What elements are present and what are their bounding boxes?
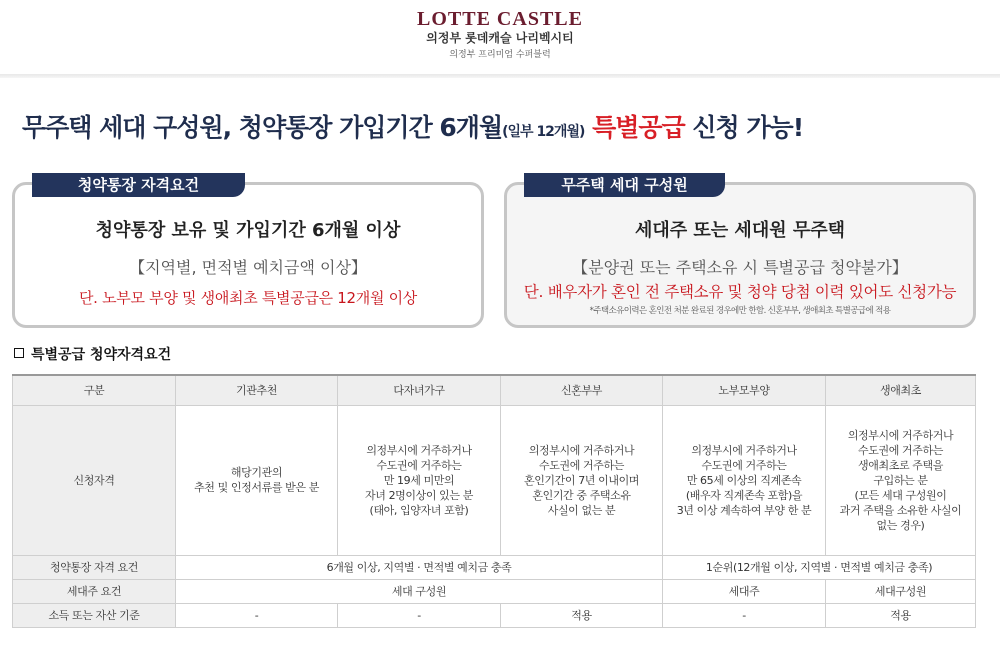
table-cell: 세대구성원 [826, 579, 976, 603]
table-cell: - [663, 603, 826, 627]
homeless-member-tab: 무주택 세대 구성원 [524, 173, 725, 197]
row-label: 세대주 요건 [13, 579, 176, 603]
table-cell: 세대 구성원 [176, 579, 663, 603]
account-requirement-main: 청약통장 보유 및 가입기간 6개월 이상 [95, 220, 401, 241]
homeless-member-note: 단. 배우자가 혼인 전 주택소유 및 청약 당첨 이력 있어도 신청가능 [523, 283, 957, 301]
homeless-member-main: 세대주 또는 세대원 무주택 [634, 220, 846, 241]
headline-main: 무주택 세대 구성원, 청약통장 가입기간 6개월 [22, 113, 503, 142]
section-title-text: 특별공급 청약자격요건 [31, 347, 172, 363]
homeless-member-footnote: *주택소유이력은 혼인전 처분 완료된 경우에만 한함. 신혼부부, 생애최초 특별공급에 적용 [589, 306, 891, 316]
account-requirement-box [12, 176, 484, 328]
brand-tagline: 의정부 프리미엄 수퍼블럭 [449, 50, 551, 60]
brand-logo: LOTTE CASTLE [417, 8, 583, 30]
headline-end: 신청 가능! [684, 113, 804, 142]
table-row [13, 603, 976, 627]
table-row [13, 579, 976, 603]
table-header: 노부모부양 [663, 375, 826, 405]
table-header: 생애최초 [826, 375, 976, 405]
table-cell: - [176, 603, 338, 627]
table-header-row [13, 375, 976, 405]
table-cell: 6개월 이상, 지역별 · 면적별 예치금 충족 [176, 555, 663, 579]
table-cell: 해당기관의 추천 및 인정서류를 받은 분 [176, 405, 338, 555]
table-cell: - [338, 603, 501, 627]
brand-subtitle: 의정부 롯데캐슬 나리벡시티 [426, 31, 574, 45]
table-cell: 의정부시에 거주하거나 수도권에 거주하는 생애최초로 주택을 구입하는 분 (모든 세대 구성원이 과거 주택을 소유한 사실이 없는 경우) [826, 405, 976, 555]
account-requirement-note: 단. 노부모 부양 및 생애최초 특별공급은 12개월 이상 [78, 289, 418, 307]
headline-highlight: 특별공급 [584, 113, 685, 142]
table-header: 기관추천 [176, 375, 338, 405]
account-requirement-tab: 청약통장 자격요건 [32, 173, 245, 197]
header-divider [0, 74, 1000, 78]
table-row [13, 405, 976, 555]
table-cell: 의정부시에 거주하거나 수도권에 거주하는 만 19세 미만의 자녀 2명이상이 있는 분 (태아, 입양자녀 포함) [338, 405, 501, 555]
table-header: 신혼부부 [501, 375, 663, 405]
section-title [14, 345, 171, 365]
header [0, 0, 1000, 80]
checkbox-square-icon [14, 348, 24, 358]
row-label: 신청자격 [13, 405, 176, 555]
row-label: 소득 또는 자산 기준 [13, 603, 176, 627]
table-row [13, 555, 976, 579]
account-requirement-sub: 【지역별, 면적별 예치금액 이상】 [129, 258, 367, 277]
table-cell: 1순위(12개월 이상, 지역별 · 면적별 예치금 충족) [663, 555, 976, 579]
table-header: 다자녀가구 [338, 375, 501, 405]
homeless-member-box [504, 176, 976, 328]
homeless-member-sub: 【분양권 또는 주택소유 시 특별공급 청약불가】 [572, 258, 908, 277]
page-headline [22, 110, 803, 150]
table-cell: 의정부시에 거주하거나 수도권에 거주하는 혼인기간이 7년 이내이며 혼인기간 중 주택소유 사실이 없는 분 [501, 405, 663, 555]
row-label: 청약통장 자격 요건 [13, 555, 176, 579]
table-cell: 적용 [501, 603, 663, 627]
table-header: 구분 [13, 375, 176, 405]
eligibility-table [12, 374, 976, 628]
table-cell: 의정부시에 거주하거나 수도권에 거주하는 만 65세 이상의 직계존속 (배우자 직계존속 포함)을 3년 이상 계속하여 부양 한 분 [663, 405, 826, 555]
table-cell: 적용 [826, 603, 976, 627]
table-cell: 세대주 [663, 579, 826, 603]
headline-note: (일부 12개월) [502, 124, 585, 140]
